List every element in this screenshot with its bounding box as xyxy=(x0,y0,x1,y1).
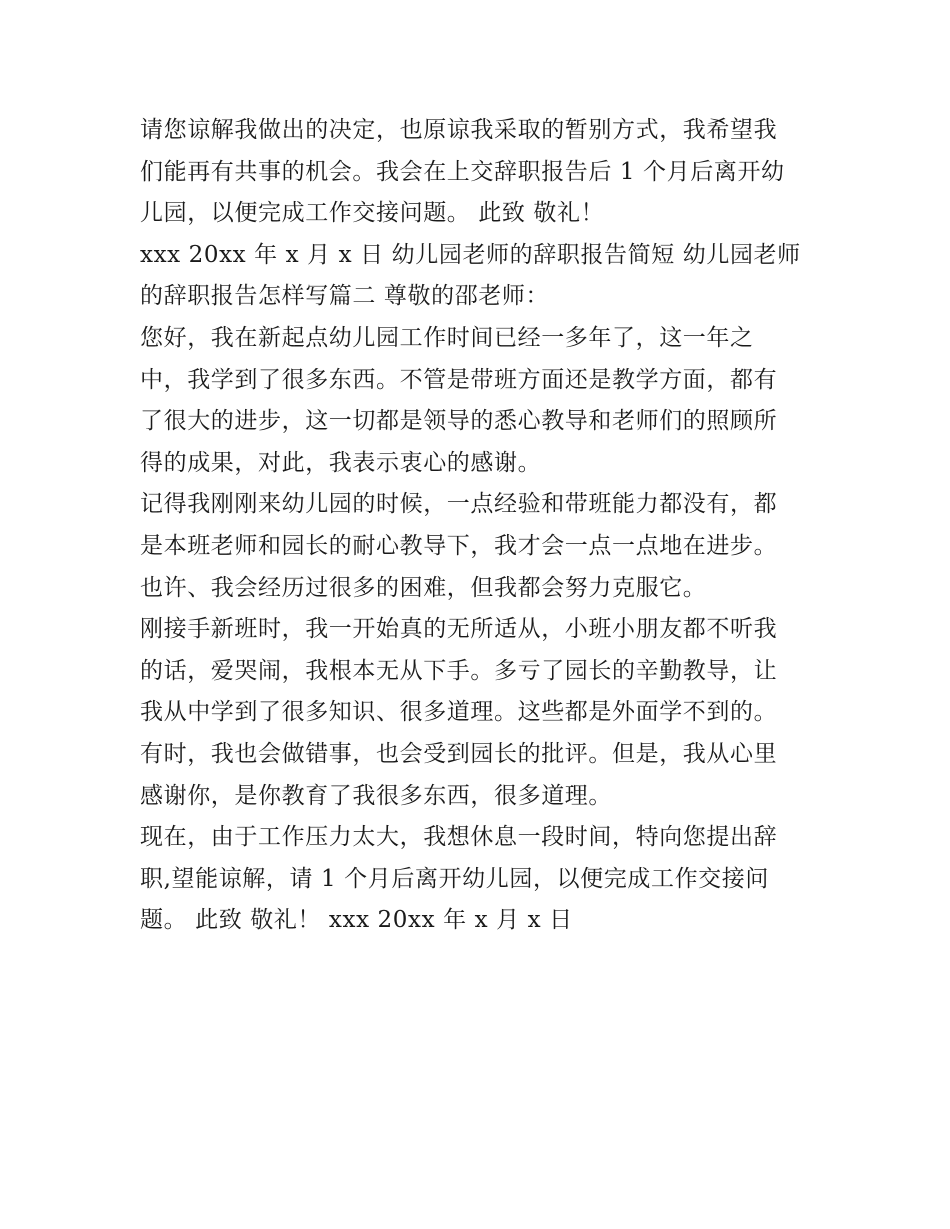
text-line: 您好，我在新起点幼儿园工作时间已经一多年了，这一年之 xyxy=(140,324,754,351)
text-line: 刚接手新班时，我一开始真的无所适从，小班小朋友都不听我 xyxy=(140,616,778,643)
text-line: 现在，由于工作压力太大，我想休息一段时间，特向您提出辞 xyxy=(140,824,778,851)
text-line: xxx 20xx 年 x 月 x 日 幼儿园老师的辞职报告简短 幼儿园老师 xyxy=(140,241,801,268)
text-line: 请您谅解我做出的决定，也原谅我采取的暂别方式，我希望我 xyxy=(140,117,778,143)
text-line: 职,望能谅解，请 1 个月后离开幼儿园，以便完成工作交接问 xyxy=(140,865,769,892)
text-line: 也许、我会经历过很多的困难，但我都会努力克服它。 xyxy=(140,574,707,601)
text-line: 得的成果，对此，我表示衷心的感谢。 xyxy=(140,449,542,476)
text-line: 了很大的进步，这一切都是领导的悉心教导和老师们的照顾所 xyxy=(140,408,778,435)
document-body xyxy=(140,110,820,942)
text-line: 有时，我也会做错事，也会受到园长的批评。但是，我从心里 xyxy=(140,740,778,767)
text-line: 的话，爱哭闹，我根本无从下手。多亏了园长的辛勤教导，让 xyxy=(140,657,778,684)
text-line: 感谢你，是你教育了我很多东西，很多道理。 xyxy=(140,782,612,809)
text-line: 儿园，以便完成工作交接问题。 此致 敬礼！ xyxy=(140,200,605,227)
text-line: 们能再有共事的机会。我会在上交辞职报告后 1 个月后离开幼 xyxy=(140,158,785,185)
text-line: 的辞职报告怎样写篇二 尊敬的邵老师： xyxy=(140,283,550,310)
text-line: 我从中学到了很多知识、很多道理。这些都是外面学不到的。 xyxy=(140,699,778,726)
text-line: 题。 此致 敬礼！ xxx 20xx 年 x 月 x 日 xyxy=(140,907,573,934)
text-line: 中，我学到了很多东西。不管是带班方面还是教学方面，都有 xyxy=(140,366,778,393)
text-line: 记得我刚刚来幼儿园的时候，一点经验和带班能力都没有，都 xyxy=(140,491,778,518)
text-line: 是本班老师和园长的耐心教导下，我才会一点一点地在进步。 xyxy=(140,532,778,559)
